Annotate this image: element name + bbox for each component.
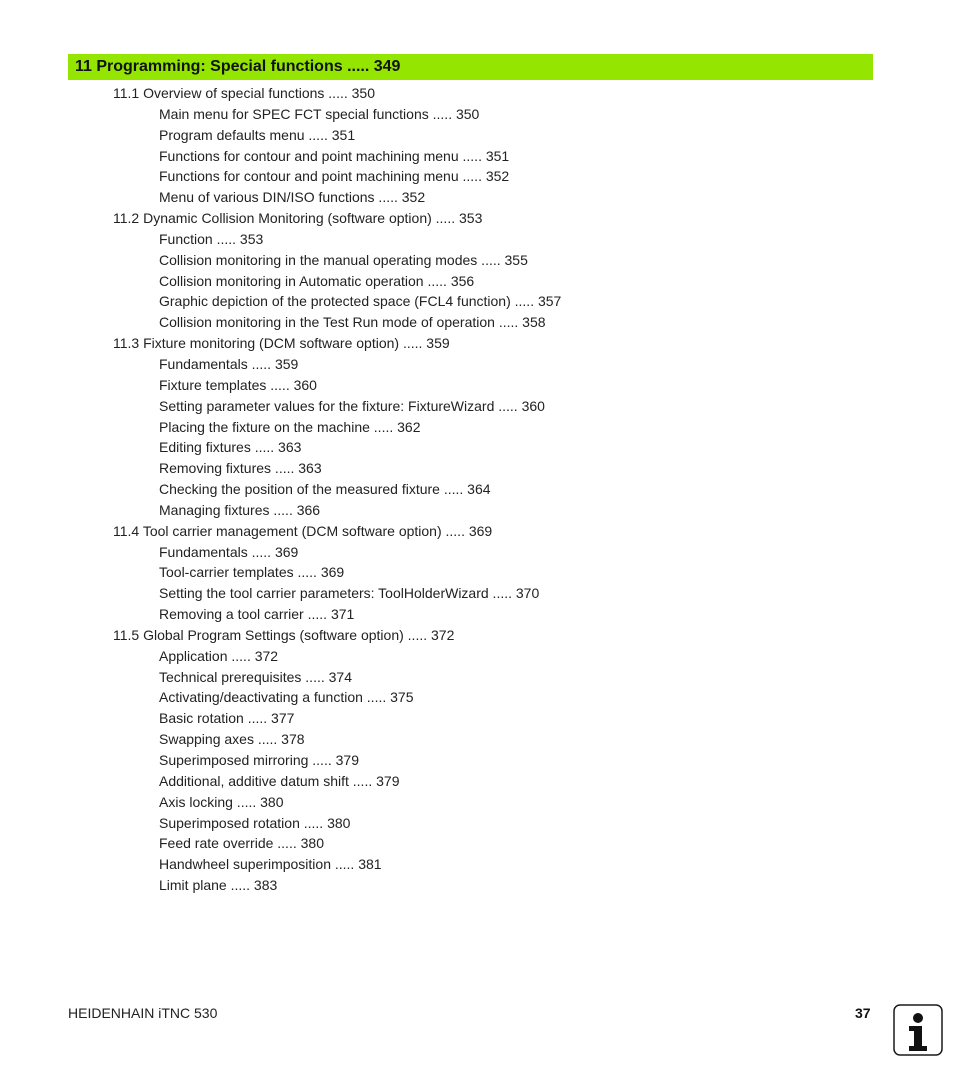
toc-subsection-entry[interactable]: Graphic depiction of the protected space (FCL4 function) ..... 357 [159,293,562,310]
footer-product-name: HEIDENHAIN iTNC 530 [68,1005,218,1021]
chapter-heading [68,54,873,80]
toc-subsection-entry[interactable]: Fundamentals ..... 359 [159,355,299,372]
toc-section-entry[interactable]: 11.1 Overview of special functions ..... 350 [113,85,375,101]
toc-subsection-entry[interactable]: Editing fixtures ..... 363 [159,439,302,456]
toc-subsection-entry[interactable]: Menu of various DIN/ISO functions ..... 352 [159,189,426,206]
toc-subsection-entry[interactable]: Placing the fixture on the machine ..... 362 [159,418,421,435]
toc-subsection-entry[interactable]: Feed rate override ..... 380 [159,835,324,852]
toc-subsection-entry[interactable]: Function ..... 353 [159,230,264,247]
toc-subsection-entry[interactable]: Tool-carrier templates ..... 369 [159,564,345,581]
toc-subsection-entry[interactable]: Axis locking ..... 380 [159,793,284,810]
toc-subsection-entry[interactable]: Collision monitoring in the manual operating modes ..... 355 [159,251,528,268]
toc-subsection-entry[interactable]: Setting the tool carrier parameters: ToolHolderWizard ..... 370 [159,585,540,602]
toc-subsection-entry[interactable]: Fundamentals ..... 369 [159,543,299,560]
toc-subsection-entry[interactable]: Basic rotation ..... 377 [159,710,295,727]
toc-subsection-entry[interactable]: Program defaults menu ..... 351 [159,126,356,143]
toc-subsection-entry[interactable]: Activating/deactivating a function ..... 375 [159,689,414,706]
toc-subsection-entry[interactable]: Collision monitoring in Automatic operation ..... 356 [159,272,475,289]
toc-subsection-entry[interactable]: Setting parameter values for the fixture: FixtureWizard ..... 360 [159,397,545,414]
table-of-contents [0,83,954,896]
info-icon [893,1004,943,1056]
toc-subsection-entry[interactable]: Swapping axes ..... 378 [159,731,305,748]
toc-section-entry[interactable]: 11.2 Dynamic Collision Monitoring (software option) ..... 353 [113,210,483,227]
toc-subsection-entry[interactable]: Functions for contour and point machining menu ..... 352 [159,168,510,185]
toc-subsection-entry[interactable]: Handwheel superimposition ..... 381 [159,856,382,873]
toc-subsection-entry[interactable]: Collision monitoring in the Test Run mode of operation ..... 358 [159,314,546,331]
toc-section-entry[interactable]: 11.5 Global Program Settings (software option) ..... 372 [113,626,455,643]
toc-subsection-entry[interactable]: Checking the position of the measured fixture ..... 364 [159,481,491,498]
toc-subsection-entry[interactable]: Main menu for SPEC FCT special functions ..... 350 [159,105,480,122]
toc-subsection-entry[interactable]: Application ..... 372 [159,647,279,664]
toc-section-entry[interactable]: 11.3 Fixture monitoring (DCM software option) ..... 359 [113,335,450,352]
toc-subsection-entry[interactable]: Removing fixtures ..... 363 [159,460,322,477]
toc-subsection-entry[interactable]: Removing a tool carrier ..... 371 [159,606,355,623]
toc-subsection-entry[interactable]: Superimposed rotation ..... 380 [159,814,351,831]
toc-subsection-entry[interactable]: Functions for contour and point machining menu ..... 351 [159,147,510,164]
toc-subsection-entry[interactable]: Technical prerequisites ..... 374 [159,668,352,685]
toc-subsection-entry[interactable]: Managing fixtures ..... 366 [159,501,321,518]
chapter-title: 11 Programming: Special functions ..... 349 [75,58,401,75]
toc-subsection-entry[interactable]: Fixture templates ..... 360 [159,376,317,393]
toc-subsection-entry[interactable]: Superimposed mirroring ..... 379 [159,752,359,768]
toc-subsection-entry[interactable]: Limit plane ..... 383 [159,877,278,894]
toc-subsection-entry[interactable]: Additional, additive datum shift ..... 379 [159,772,400,789]
page-number: 37 [855,1005,871,1021]
toc-section-entry[interactable]: 11.4 Tool carrier management (DCM software option) ..... 369 [113,522,493,539]
